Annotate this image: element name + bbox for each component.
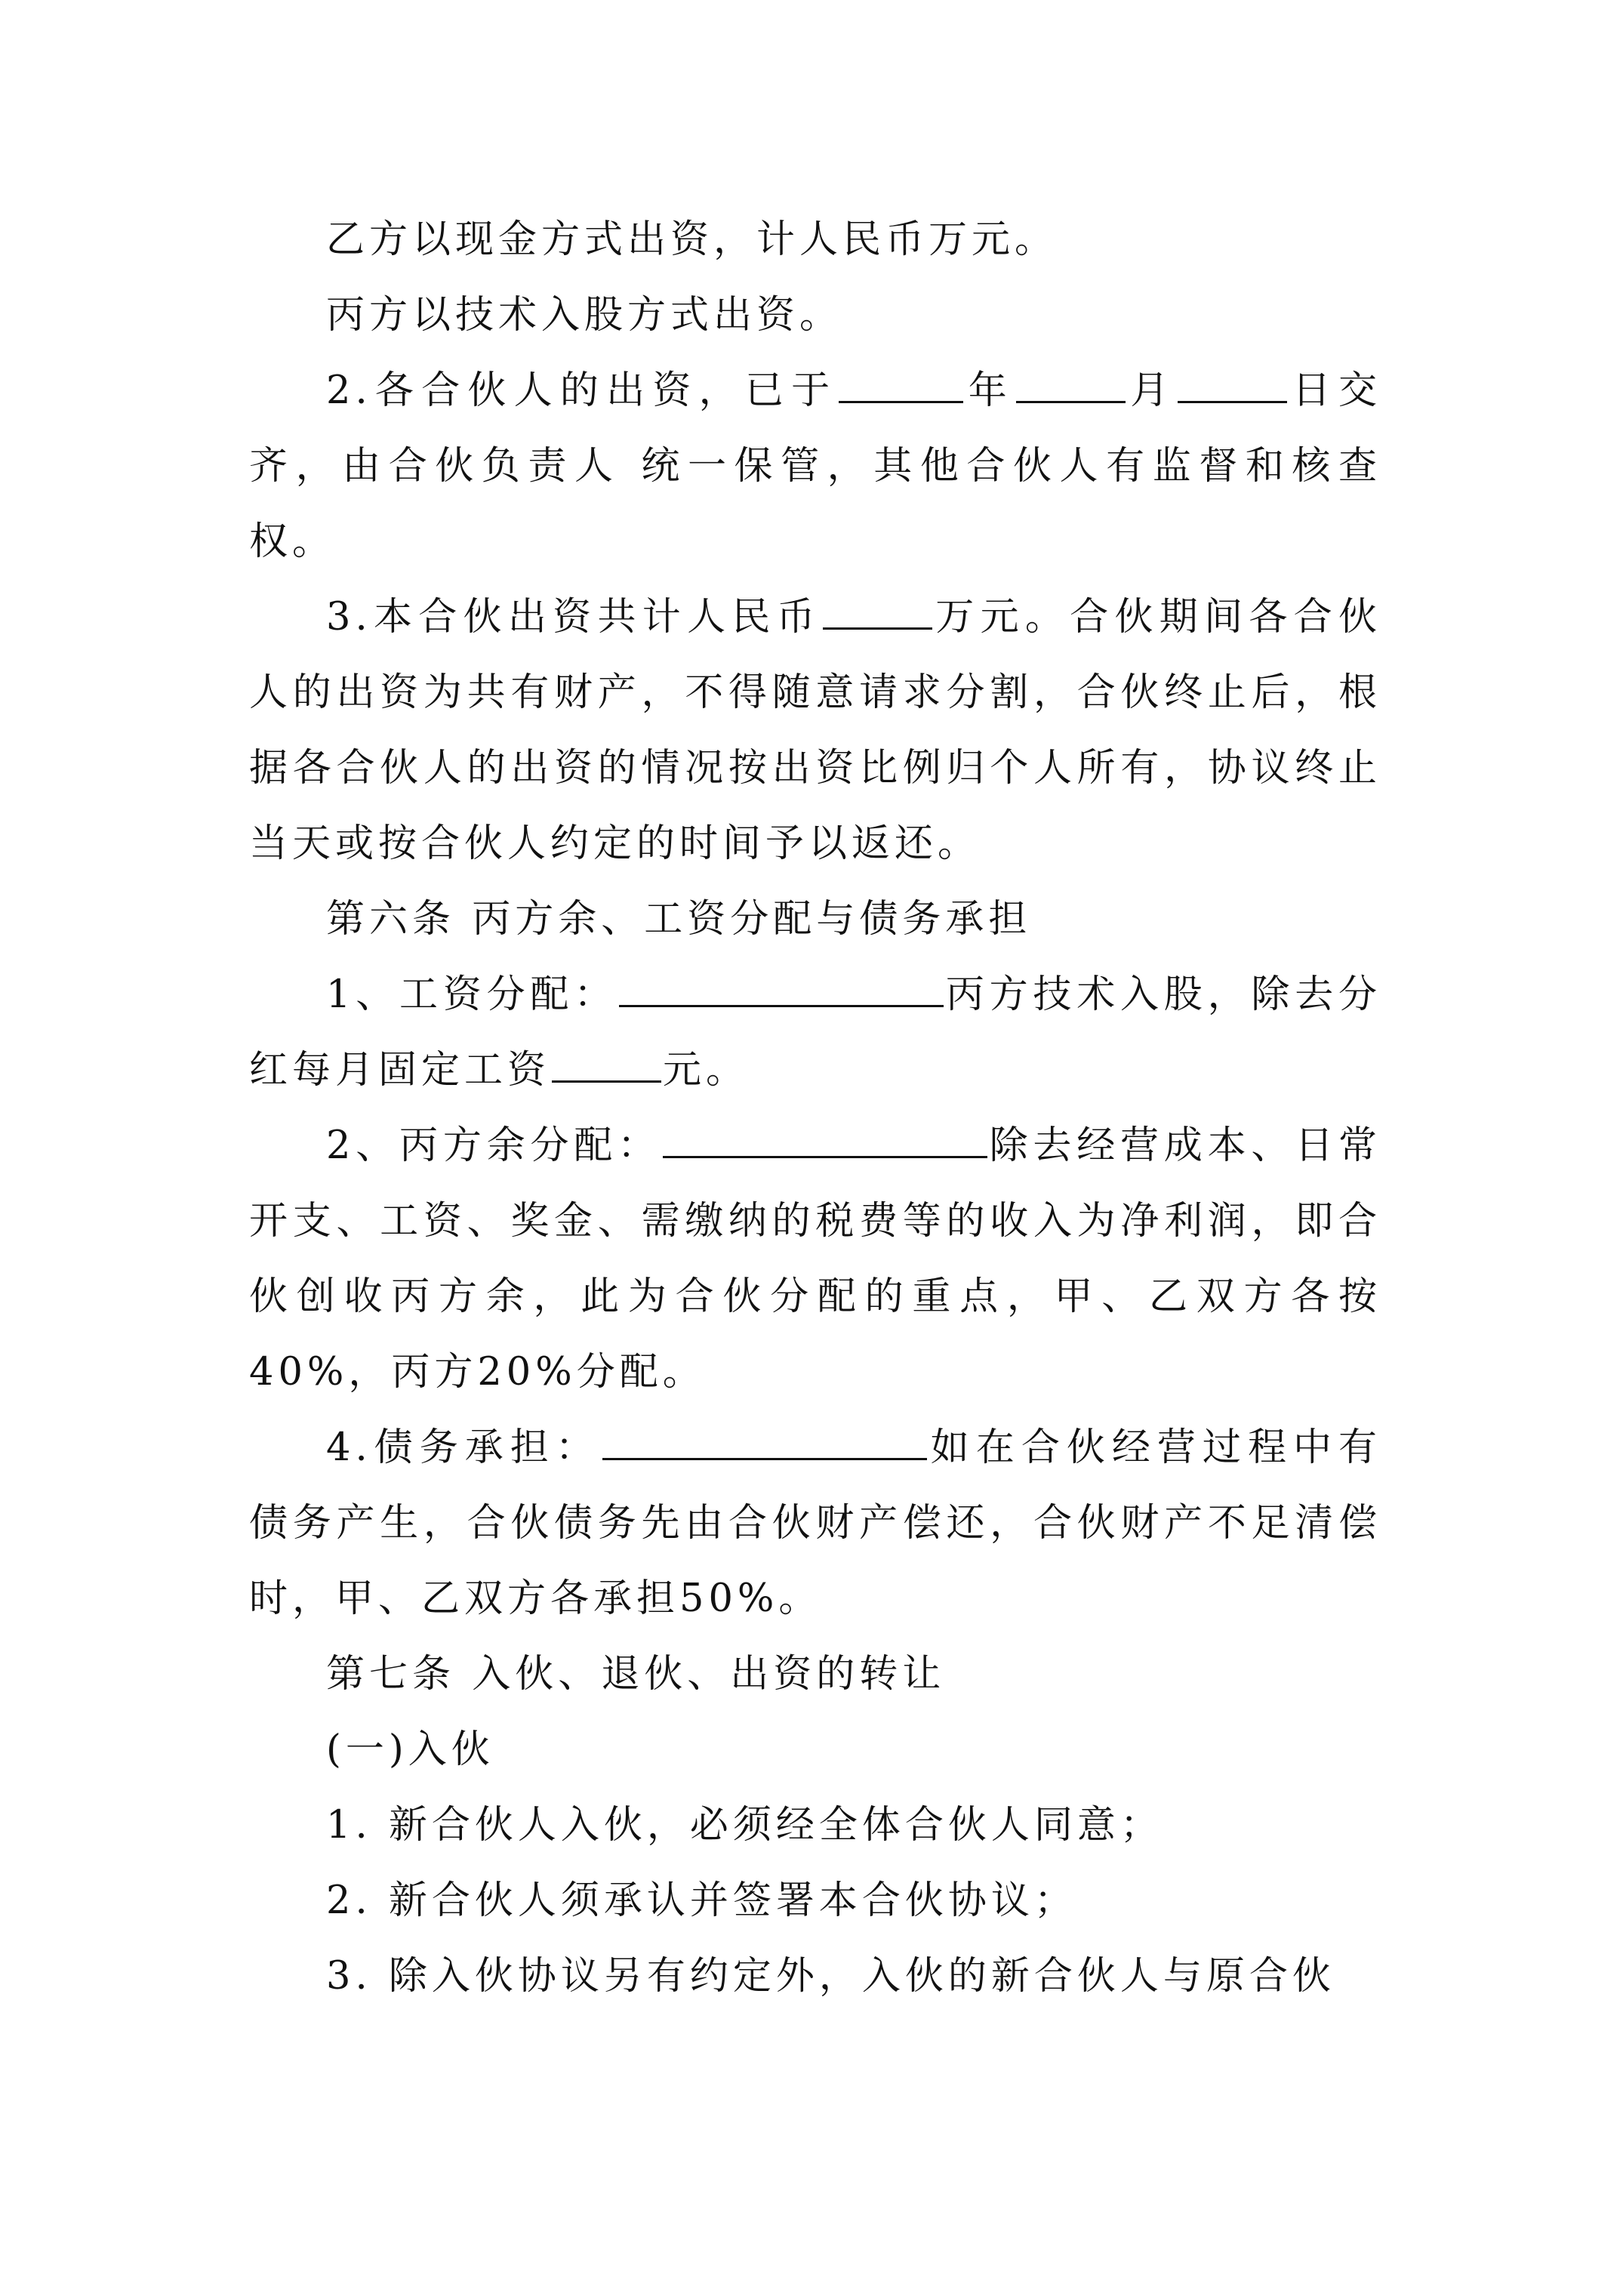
text-segment: 2. 新合伙人须承认并签署本合伙协议；: [326, 1878, 1077, 1923]
text-segment: 1、工资分配：: [326, 972, 618, 1017]
text-segment: 第六条 丙方余、工资分配与债务承担: [326, 897, 1032, 942]
article-7-heading: [249, 1637, 1381, 1712]
text-segment: 年: [965, 368, 1015, 413]
text-segment: 丙方以技术入股方式出资。: [326, 293, 843, 337]
day-blank: [1178, 359, 1287, 403]
list-item-1: [249, 1788, 1381, 1863]
text-segment: 2、丙方余分配：: [326, 1123, 661, 1168]
text-segment: 4.债务承担：: [326, 1425, 601, 1470]
text-segment: 丙方技术入股，除去分红每月固定工资: [249, 972, 1381, 1093]
wage-blank: [619, 963, 944, 1007]
paragraph-7: [249, 1108, 1381, 1410]
list-item-2: [249, 1863, 1381, 1939]
text-segment: 如在合伙经营过程中有债务产生，合伙债务先由合伙财产偿还，合伙财产不足清偿时，甲、乙双方各承担50%。: [249, 1425, 1381, 1621]
text-segment: 3. 除入伙协议另有约定外，入伙的新合伙人与原合伙: [326, 1954, 1335, 1999]
text-segment: 月: [1126, 368, 1177, 413]
text-segment: 日交齐，由合伙负责人 统一保管，其他合伙人有监督和核查权。: [249, 368, 1381, 564]
text-segment: 除去经营成本、日常开支、工资、奖金、需缴纳的税费等的收入为净利润，即合伙创收丙方余，此为合伙分配的重点，甲、乙双方各按40%，丙方20%分配。: [249, 1123, 1381, 1395]
section-admission-heading: [249, 1712, 1381, 1788]
month-blank: [1016, 359, 1126, 403]
text-segment: 乙方以现金方式出资，计人民币万元。: [326, 217, 1058, 262]
paragraph-4: [249, 580, 1381, 882]
text-segment: 第七条 入伙、退伙、出资的转让: [326, 1652, 946, 1697]
text-segment: (一)入伙: [326, 1727, 494, 1772]
list-item-3: [249, 1939, 1381, 2014]
text-segment: 1. 新合伙人入伙，必须经全体合伙人同意；: [326, 1803, 1163, 1848]
text-segment: 万元。合伙期间各合伙人的出资为共有财产，不得随意请求分割，合伙终止后，根据各合伙人的出资的情况按出资比例归个人所有，协议终止当天或按合伙人约定的时间予以返还。: [249, 595, 1381, 866]
surplus-blank: [663, 1114, 987, 1158]
paragraph-2: [249, 278, 1381, 353]
paragraph-8: [249, 1410, 1381, 1637]
text-segment: 3.本合伙出资共计人民币: [326, 595, 821, 639]
article-6-heading: [249, 882, 1381, 957]
debt-blank: [602, 1416, 927, 1460]
text-segment: 元。: [663, 1048, 750, 1093]
paragraph-1: [249, 202, 1381, 278]
amount-blank: [823, 585, 932, 630]
year-blank: [839, 359, 963, 403]
salary-amount-blank: [552, 1038, 661, 1083]
document-body: [249, 202, 1381, 2014]
paragraph-6: [249, 957, 1381, 1108]
text-segment: 2.各合伙人的出资，已于: [326, 368, 838, 413]
paragraph-3: [249, 353, 1381, 580]
